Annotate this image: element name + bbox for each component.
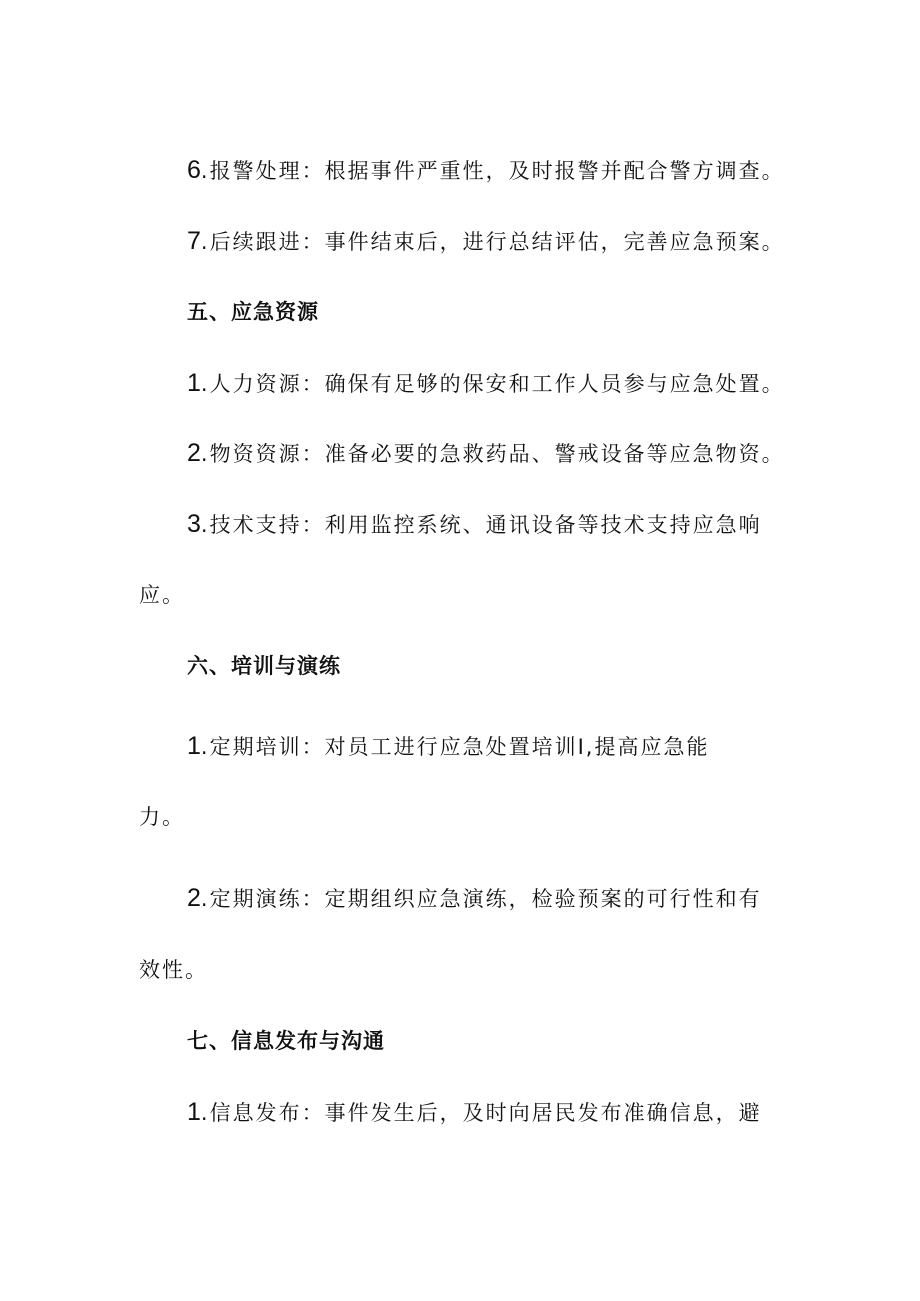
- section-heading-5: 五、应急资源: [187, 300, 319, 324]
- item-number: 1: [187, 1098, 201, 1126]
- list-item-7-1: [187, 1097, 762, 1128]
- list-item-5-3: [187, 509, 762, 540]
- list-item-5-3-continuation: 应。: [139, 583, 185, 607]
- list-item-5-2: [187, 438, 785, 469]
- item-text: .报警处理：根据事件严重性，及时报警并配合警方调查。: [200, 159, 785, 183]
- item-text: .人力资源：确保有足够的保安和工作人员参与应急处置。: [200, 372, 785, 396]
- item-number: 2: [187, 439, 201, 467]
- list-item-6: [187, 155, 785, 186]
- item-text: .技术支持：利用监控系统、通讯设备等技术支持应急响: [200, 513, 762, 537]
- section-heading-7: 七、信息发布与沟通: [187, 1029, 385, 1053]
- item-text: .物资资源：准备必要的急救药品、警戒设备等应急物资。: [200, 442, 785, 466]
- item-number: 7: [187, 227, 201, 255]
- item-text: .定期培训：对员工进行应急处置培训I,提高应急能: [200, 735, 710, 759]
- list-item-6-1: [187, 731, 709, 762]
- list-item-5-1: [187, 368, 785, 399]
- item-text: .信息发布：事件发生后，及时向居民发布准确信息，避: [200, 1101, 762, 1125]
- item-text: .后续跟进：事件结束后，进行总结评估，完善应急预案。: [200, 230, 785, 254]
- item-number: 1: [187, 732, 201, 760]
- item-number: 3: [187, 510, 201, 538]
- item-number: 6: [187, 156, 201, 184]
- list-item-6-2-continuation: 效性。: [139, 958, 208, 982]
- list-item-6-1-continuation: 力。: [139, 805, 185, 829]
- list-item-6-2: [187, 883, 762, 914]
- section-heading-6: 六、培训与演练: [187, 654, 341, 678]
- item-text: .定期演练：定期组织应急演练，检验预案的可行性和有: [200, 887, 762, 911]
- item-number: 2: [187, 884, 201, 912]
- list-item-7: [187, 226, 785, 257]
- item-number: 1: [187, 369, 201, 397]
